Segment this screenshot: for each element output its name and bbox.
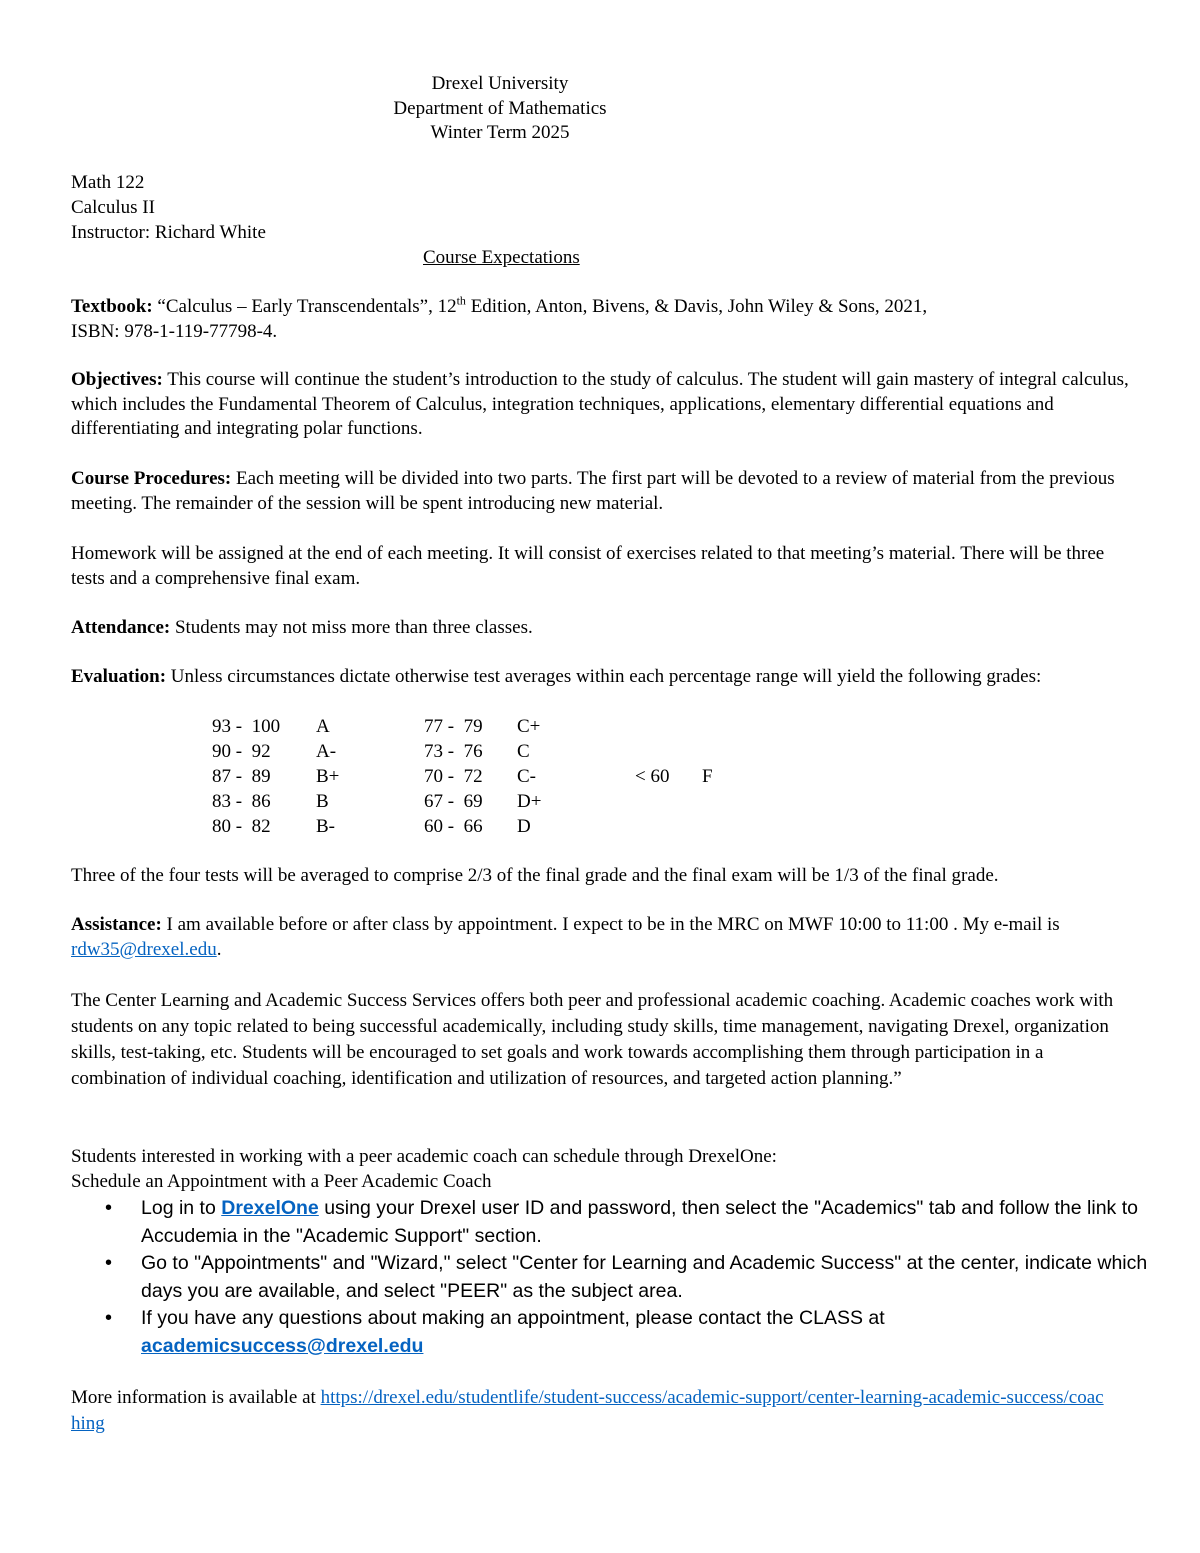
grade-range: 83 - 86 [212, 791, 271, 812]
evaluation-paragraph [71, 665, 1131, 690]
grade-letter: F [702, 766, 713, 787]
grade-range: 67 - 69 [424, 791, 483, 812]
assistance-period: . [216, 938, 222, 960]
textbook-label: Textbook: [71, 296, 153, 317]
objectives-paragraph [71, 368, 1131, 442]
grade-range: 87 - 89 [212, 766, 271, 787]
assistance-text: I am available before or after class by appointment. I expect to be in the MRC on MWF 10:00 to 11:00 . My e-mail is [161, 914, 1060, 935]
grade-range: 93 - 100 [212, 716, 281, 737]
grade-range: < 60 [635, 766, 670, 787]
grade-letter: D+ [517, 791, 542, 812]
grade-range: 70 - 72 [424, 766, 483, 787]
step-text: Log in to [141, 1197, 222, 1219]
grade-letter: B+ [316, 766, 340, 787]
attendance-label: Attendance: [71, 617, 171, 638]
grade-letter: C [517, 741, 530, 762]
step-text: If you have any questions about making an appointment, please contact the CLASS at [141, 1307, 885, 1329]
attendance-text: Students may not miss more than three classes. [170, 617, 533, 638]
bullet-icon: • [105, 1307, 113, 1329]
textbook-details: Edition, Anton, Bivens, & Davis, John Wiley & Sons, 2021, [465, 296, 928, 317]
department-name: Department of Mathematics [393, 98, 607, 119]
bullet-icon: • [105, 1252, 113, 1274]
procedures-text: Each meeting will be divided into two parts. The first part will be devoted to a review of material from the previous meeting. The remainder of the session will be spent introducing new material. [71, 468, 1115, 514]
textbook-paragraph [71, 295, 1131, 344]
grade-letter: D [517, 816, 531, 837]
step-text: using your Drexel user ID and password, then select the "Academics" tab and follow the link to Accudemia in the "Academic Support" section. [141, 1197, 1138, 1247]
grade-letter: C- [517, 766, 536, 787]
peer-heading: Schedule an Appointment with a Peer Academic Coach [71, 1171, 492, 1192]
grade-letter: A- [316, 741, 337, 762]
list-item [71, 1250, 1151, 1305]
course-number: Math 122 [71, 172, 145, 193]
grade-range: 73 - 76 [424, 741, 483, 762]
step-text: Go to "Appointments" and "Wizard," select "Center for Learning and Academic Success" at the center, indicate which days you are available, and select "PEER" as the subject area. [141, 1252, 1148, 1302]
coaching-url-link[interactable]: https://drexel.edu/studentlife/student-success/academic-support/center-learning-academic-success/coaching [71, 1387, 1104, 1434]
instructor-email-link[interactable]: rdw35@drexel.edu [71, 938, 217, 960]
peer-steps-list [71, 1195, 1151, 1360]
textbook-title: “Calculus – Early Transcendentals”, 12 [152, 296, 457, 317]
list-item [71, 1305, 1151, 1360]
grade-range: 77 - 79 [424, 716, 483, 737]
evaluation-label: Evaluation: [71, 666, 167, 687]
grade-range: 80 - 82 [212, 816, 271, 837]
peer-intro: Students interested in working with a peer academic coach can schedule through DrexelOne: [71, 1146, 777, 1167]
university-name: Drexel University [431, 73, 569, 94]
grade-letter: A [316, 716, 330, 737]
more-info-text: More information is available at [71, 1387, 321, 1408]
homework-paragraph: Homework will be assigned at the end of each meeting. It will consist of exercises related to that meeting’s material. There will be three tests and a comprehensive final exam. [71, 543, 1105, 589]
evaluation-text: Unless circumstances dictate otherwise test averages within each percentage range will yield the following grades: [166, 666, 1042, 687]
textbook-isbn: ISBN: 978-1-119-77798-4. [71, 320, 278, 342]
grade-letter: B [316, 791, 329, 812]
grade-letter: B- [316, 816, 335, 837]
course-name: Calculus II [71, 197, 155, 218]
objectives-label: Objectives: [71, 369, 163, 390]
assistance-paragraph [71, 913, 1131, 962]
attendance-paragraph [71, 616, 1131, 641]
drexelone-link[interactable]: DrexelOne [221, 1197, 319, 1219]
list-item [71, 1195, 1151, 1250]
more-info-paragraph [71, 1385, 1111, 1437]
grade-weighting: Three of the four tests will be averaged to comprise 2/3 of the final grade and the final exam will be 1/3 of the final grade. [71, 865, 999, 886]
term: Winter Term 2025 [430, 122, 570, 143]
academicsuccess-email-link[interactable]: academicsuccess@drexel.edu [141, 1334, 424, 1357]
assistance-label: Assistance: [71, 914, 162, 935]
section-title: Course Expectations [423, 247, 580, 268]
grade-letter: C+ [517, 716, 541, 737]
edition-suffix: th [456, 293, 466, 308]
instructor: Instructor: Richard White [71, 222, 266, 243]
bullet-icon: • [105, 1197, 113, 1219]
grade-range: 90 - 92 [212, 741, 271, 762]
grade-range: 60 - 66 [424, 816, 483, 837]
procedures-paragraph [71, 467, 1131, 516]
class-services-paragraph: The Center Learning and Academic Success Services offers both peer and professional academic coaching. Academic coaches work with students on any topic related to being successful academically, including study skills, time management, navigating Drexel, organization skills, test-taking, etc. Students will be encouraged to set goals and work towards accomplishing them through participation in a combination of individual coaching, identification and utilization of resources, and targeted action planning.” [71, 990, 1114, 1089]
objectives-text: This course will continue the student’s introduction to the study of calculus. The student will gain mastery of integral calculus, which includes the Fundamental Theorem of Calculus, integration techniques, applications, elementary differential equations and differentiating and integrating polar functions. [71, 369, 1129, 439]
procedures-label: Course Procedures: [71, 468, 232, 489]
